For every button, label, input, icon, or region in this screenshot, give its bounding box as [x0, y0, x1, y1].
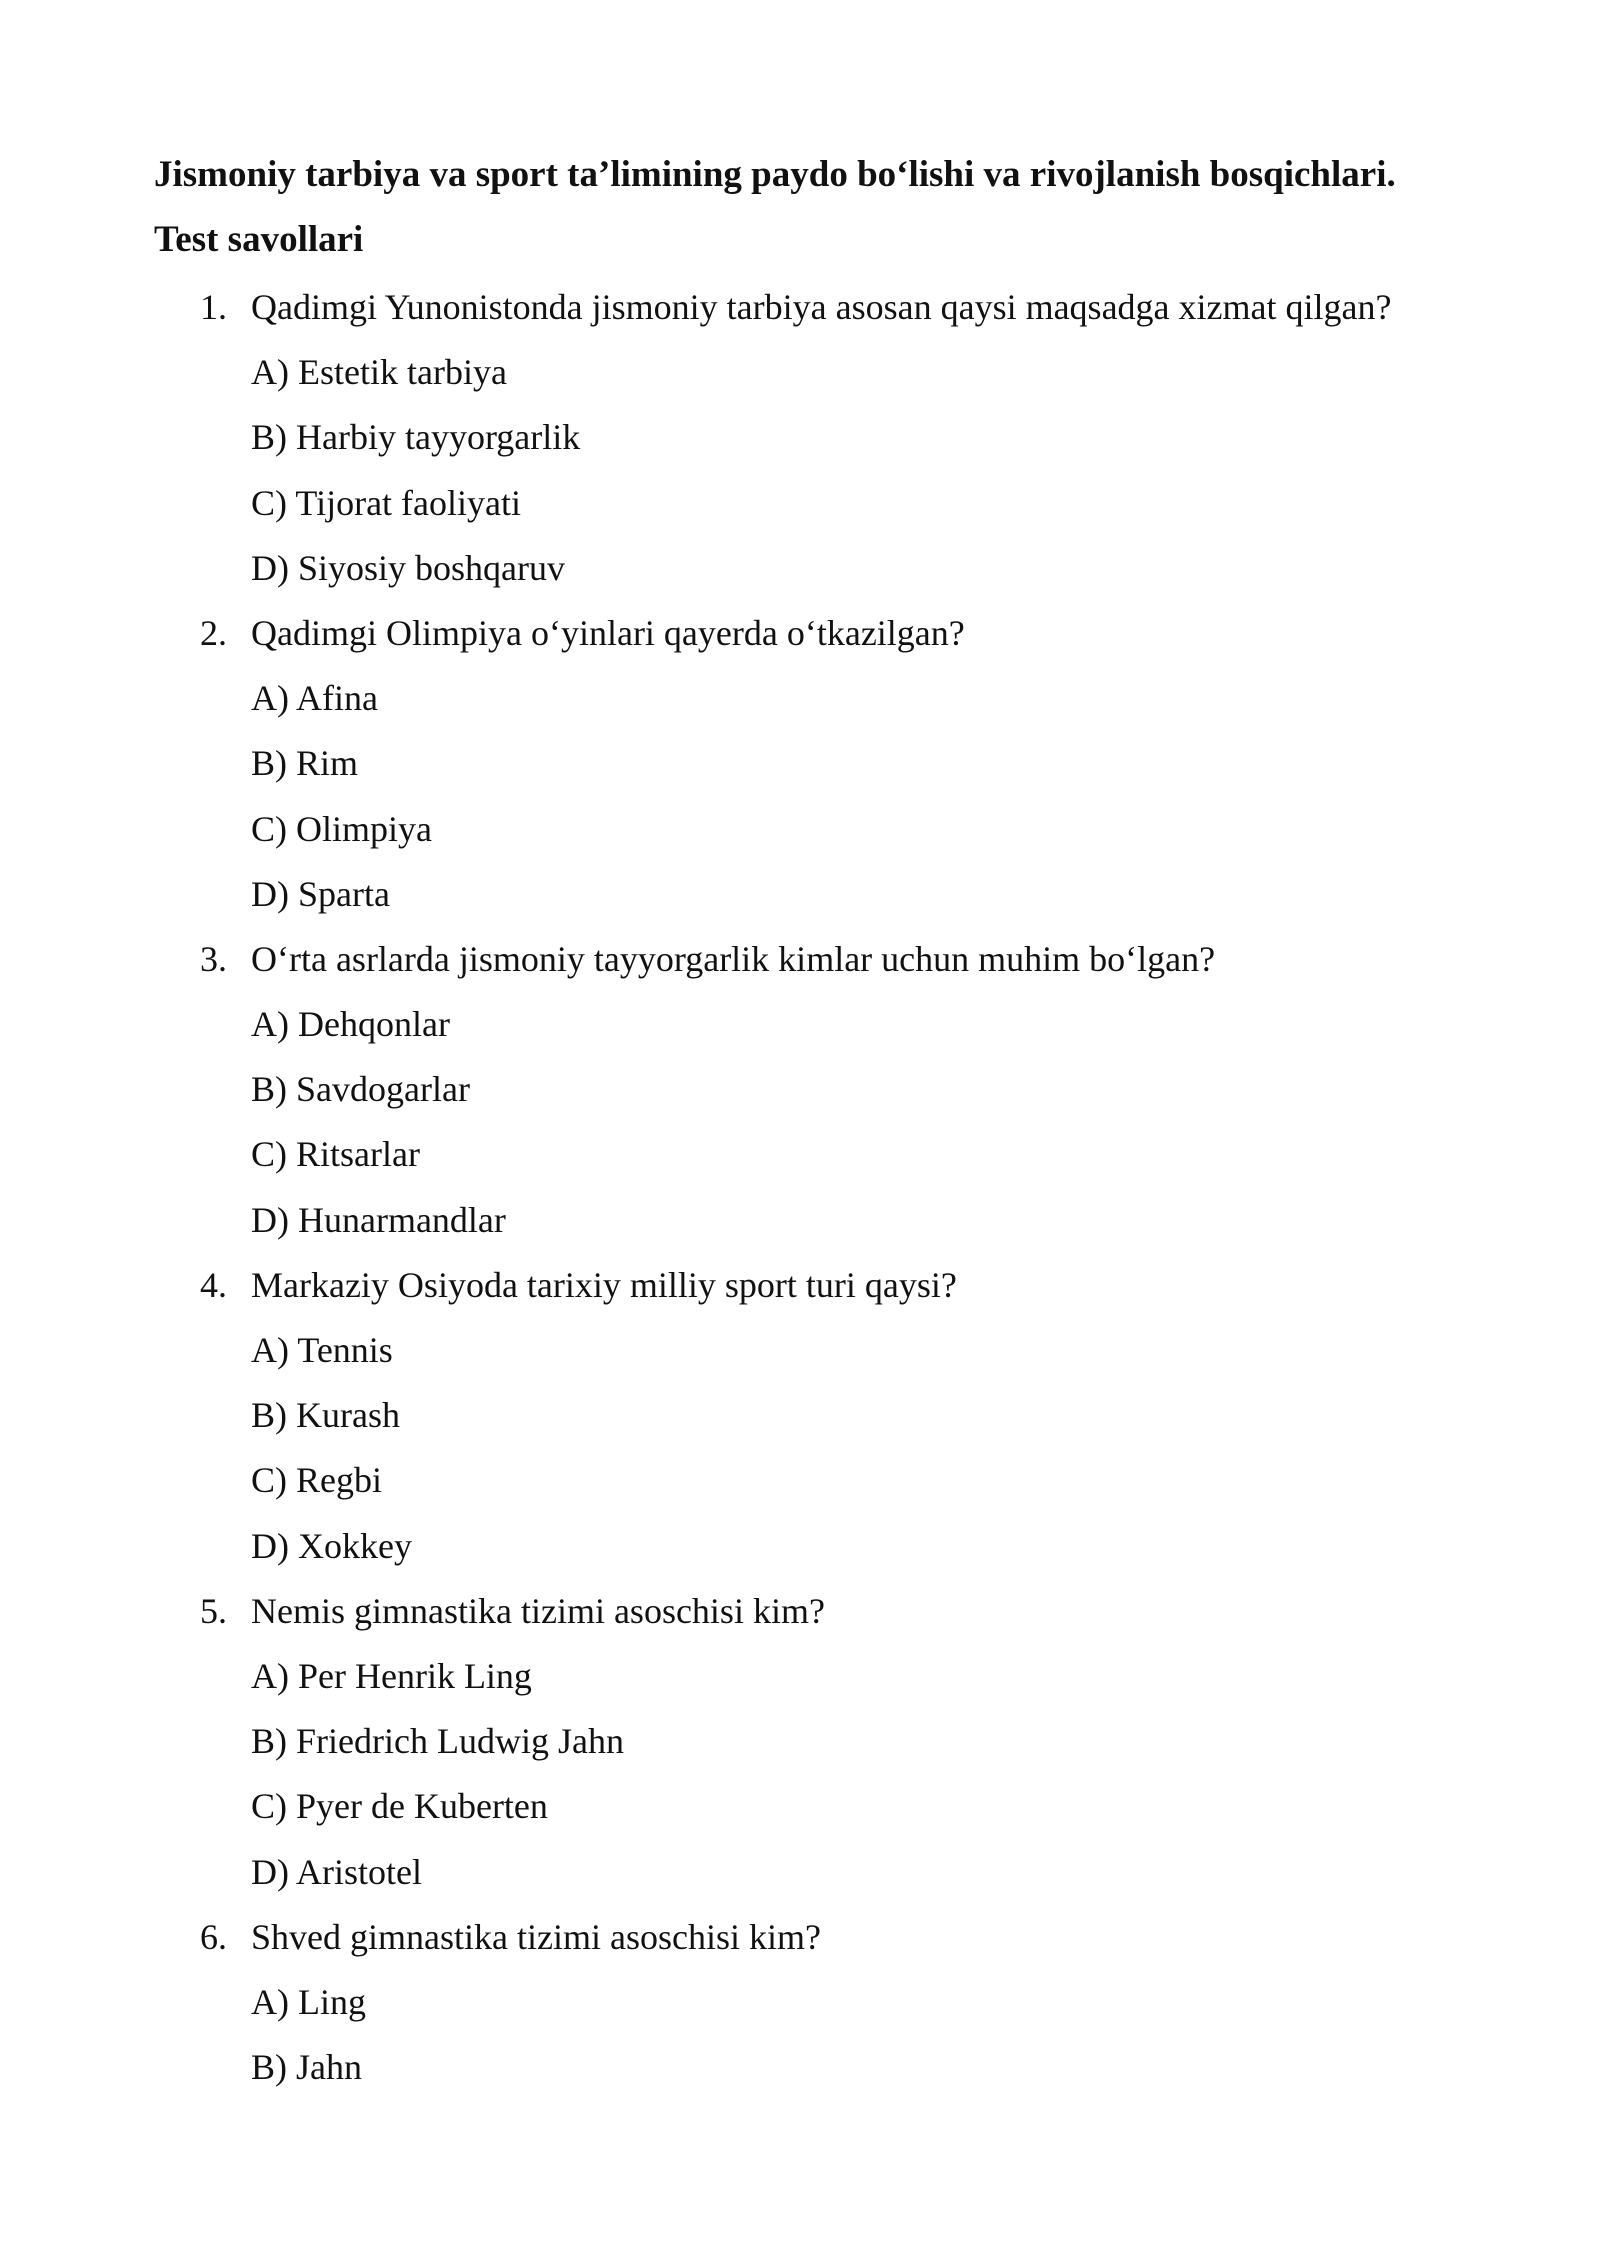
answer-option-text: D) Sparta [251, 873, 390, 914]
answer-option-text: A) Ling [251, 1981, 366, 2022]
question-text: Qadimgi Olimpiya o‘yinlari qayerda o‘tkazilgan? [251, 612, 965, 653]
question-item [0, 613, 1600, 678]
answer-option-text: D) Xokkey [251, 1525, 412, 1566]
question-item [0, 1591, 1600, 1656]
answer-option-text: B) Savdogarlar [251, 1069, 470, 1110]
question-item [0, 939, 1600, 1004]
question-item [0, 287, 1600, 352]
question-number: 4. [200, 1264, 227, 1305]
question-number: 6. [200, 1916, 227, 1957]
document-subtitle: Test savollari [154, 219, 364, 260]
answer-option [0, 1656, 1600, 1721]
question-number: 5. [200, 1590, 227, 1631]
answer-option-text: B) Harbiy tayyorgarlik [251, 417, 581, 458]
answer-option-text: A) Tennis [251, 1330, 393, 1370]
answer-option [0, 417, 1600, 482]
answer-option-text: A) Per Henrik Ling [251, 1655, 532, 1696]
question-item [0, 1917, 1600, 1982]
question-text: Nemis gimnastika tizimi asoschisi kim? [251, 1590, 825, 1631]
answer-option [0, 1460, 1600, 1525]
answer-option [0, 1004, 1600, 1069]
question-text: Markaziy Osiyoda tarixiy milliy sport turi qaysi? [251, 1264, 957, 1305]
answer-option-text: B) Jahn [251, 2047, 362, 2088]
answer-option-text: A) Estetik tarbiya [251, 352, 507, 393]
question-number: 2. [200, 612, 227, 653]
answer-option [0, 1526, 1600, 1591]
document-title: Jismoniy tarbiya va sport ta’limining paydo bo‘lishi va rivojlanish bosqichlari. [154, 154, 1396, 195]
answer-option [0, 483, 1600, 548]
answer-option [0, 1069, 1600, 1134]
answer-option [0, 1395, 1600, 1460]
answer-option [0, 1721, 1600, 1786]
question-text: O‘rta asrlarda jismoniy tayyorgarlik kimlar uchun muhim bo‘lgan? [251, 938, 1216, 979]
question-list [0, 287, 1600, 2112]
answer-option [0, 2047, 1600, 2112]
answer-option-text: C) Pyer de Kuberten [251, 1786, 548, 1827]
answer-option [0, 1200, 1600, 1265]
answer-option-text: A) Dehqonlar [251, 1004, 450, 1045]
answer-option-text: D) Aristotel [251, 1851, 422, 1892]
answer-option [0, 874, 1600, 939]
answer-option [0, 1330, 1600, 1395]
question-number: 3. [200, 938, 227, 979]
question-number: 1. [200, 287, 227, 327]
answer-option-text: D) Hunarmandlar [251, 1199, 506, 1240]
answer-option-text: B) Friedrich Ludwig Jahn [251, 1721, 624, 1762]
answer-option [0, 1852, 1600, 1917]
answer-option [0, 352, 1600, 417]
answer-option-text: B) Kurash [251, 1395, 400, 1436]
answer-option-text: C) Ritsarlar [251, 1134, 420, 1175]
answer-option [0, 1134, 1600, 1199]
answer-option-text: B) Rim [251, 743, 359, 784]
answer-option [0, 809, 1600, 874]
answer-option [0, 678, 1600, 743]
question-text: Shved gimnastika tizimi asoschisi kim? [251, 1916, 821, 1957]
answer-option [0, 1786, 1600, 1851]
question-item [0, 1265, 1600, 1330]
answer-option [0, 743, 1600, 808]
answer-option [0, 548, 1600, 613]
answer-option-text: C) Olimpiya [251, 808, 432, 849]
answer-option-text: C) Tijorat faoliyati [251, 482, 521, 523]
question-text: Qadimgi Yunonistonda jismoniy tarbiya asosan qaysi maqsadga xizmat qilgan? [251, 287, 1392, 327]
answer-option-text: A) Afina [251, 678, 378, 719]
answer-option-text: C) Regbi [251, 1460, 382, 1501]
answer-option-text: D) Siyosiy boshqaruv [251, 547, 565, 588]
answer-option [0, 1982, 1600, 2047]
